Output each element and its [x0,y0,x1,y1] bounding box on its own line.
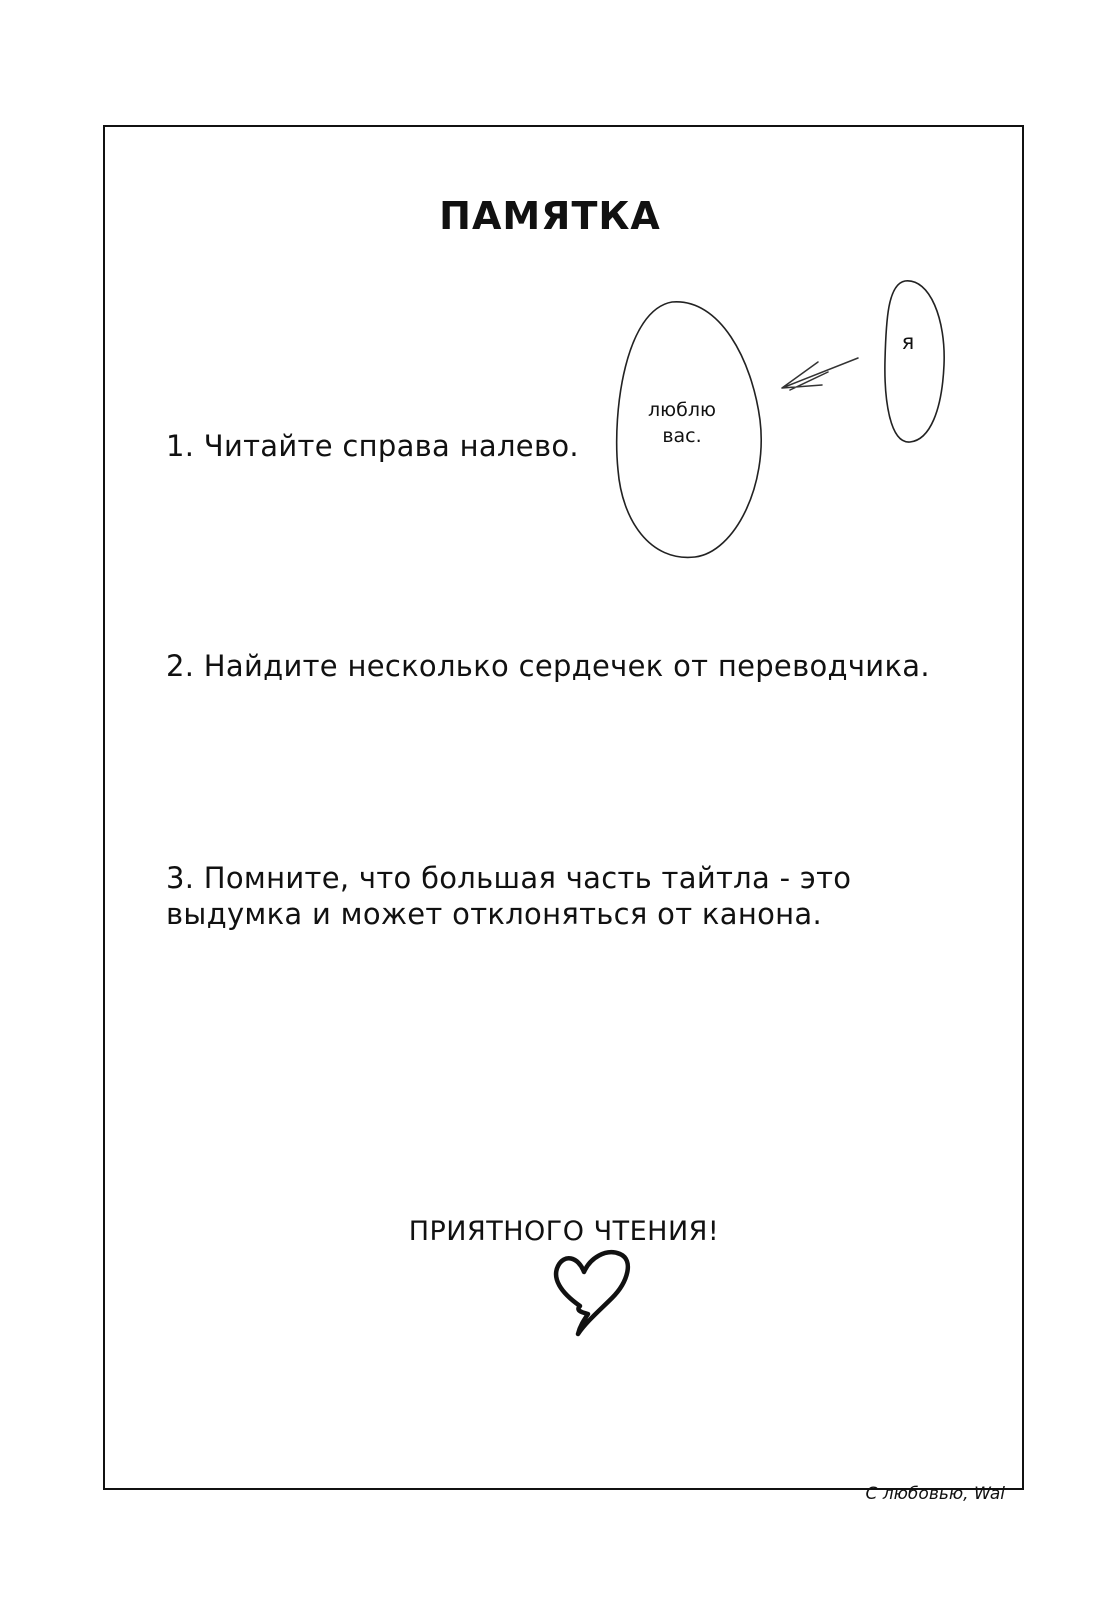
rule-item-1: 1. Читайте справа налево. [166,429,579,463]
large-bubble-text: люблю вас. [648,399,716,447]
rule-item-2: 2. Найдите несколько сердечек от переводчика. [166,649,930,683]
small-bubble-text: я [901,330,915,354]
page-title: ПАМЯТКА [439,194,661,238]
rule-item-3: 3. Помните, что большая часть тайтла - это выдумка и может отклоняться от канона. [166,861,852,931]
closing-text: ПРИЯТНОГО ЧТЕНИЯ! [408,1216,720,1247]
heart-icon [550,1248,638,1338]
signature: С любовью, Wal [865,1484,1005,1504]
